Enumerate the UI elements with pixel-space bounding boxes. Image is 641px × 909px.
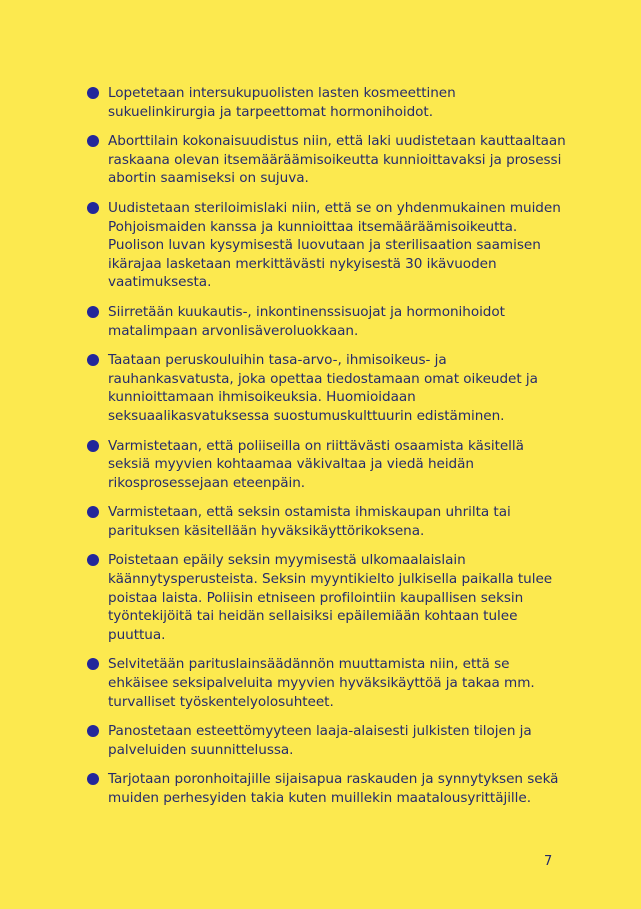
list-item-text: Tarjotaan poronhoitajille sijaisapua raskauden ja synnytyksen sekä muiden perhesyiden takia kuten muillekin maatalousyrittäjille.: [108, 771, 559, 806]
bullet-dot-icon: [87, 725, 99, 737]
list-item-text: Taataan peruskouluihin tasa-arvo-, ihmisoikeus- ja rauhankasvatusta, joka opettaa tiedostamaan omat oikeudet ja kunnioittamaan ihmisoikeuksia. Huomioidaan seksuaalikasvatuksessa suostumuskulttuurin edistäminen.: [108, 352, 538, 424]
list-item: [87, 132, 567, 188]
list-item-text: Selvitetään parituslainsäädännön muuttamista niin, että se ehkäisee seksipalveluita myyvien hyväksikäyttöä ja takaa mm. turvalliset työskentelyolosuhteet.: [108, 656, 535, 710]
list-item: [87, 551, 567, 644]
bullet-dot-icon: [87, 135, 99, 147]
list-item: [87, 84, 567, 121]
bullet-dot-icon: [87, 506, 99, 518]
bullet-dot-icon: [87, 306, 99, 318]
bullet-dot-icon: [87, 658, 99, 670]
list-item: [87, 722, 567, 759]
bullet-dot-icon: [87, 773, 99, 785]
policy-bullet-list: [87, 84, 567, 819]
list-item-text: Aborttilain kokonaisuudistus niin, että laki uudistetaan kauttaaltaan raskaana olevan itsemääräämisoikeutta kunnioittavaksi ja prosessi abortin saamiseksi on sujuva.: [108, 133, 566, 187]
page-number: 7: [544, 854, 553, 869]
bullet-dot-icon: [87, 554, 99, 566]
list-item-text: Poistetaan epäily seksin myymisestä ulkomaalaislain käännytysperusteista. Seksin myyntikielto julkisella paikalla tulee poistaa laista. Poliisin etniseen profilointiin kaupallisen seksin työntekijöitä tai heidän sellaisiksi epäilemiään kohtaan tulee puuttua.: [108, 552, 553, 643]
list-item: [87, 351, 567, 425]
bullet-dot-icon: [87, 202, 99, 214]
list-item: [87, 437, 567, 493]
list-item: [87, 770, 567, 807]
list-item: [87, 655, 567, 711]
list-item: [87, 503, 567, 540]
list-item-text: Uudistetaan steriloimislaki niin, että se on yhdenmukainen muiden Pohjoismaiden kanssa ja kunnioittaa itsemääräämisoikeutta. Puolison luvan kysymisestä luovutaan ja sterilisaation saamisen ikärajaa lasketaan merkittävästi nykyisestä 30 ikävuoden vaatimuksesta.: [108, 199, 561, 291]
list-item-text: Lopetetaan intersukupuolisten lasten kosmeettinen sukuelinkirurgia ja tarpeettomat hormonihoidot.: [108, 85, 456, 120]
list-item-text: Varmistetaan, että poliiseilla on riittävästi osaamista käsitellä seksiä myyvien kohtaamaa väkivaltaa ja viedä heidän rikosprosessejaan eteenpäin.: [108, 437, 524, 491]
bullet-dot-icon: [87, 87, 99, 99]
list-item-text: Siirretään kuukautis-, inkontinenssisuojat ja hormonihoidot matalimpaan arvonlisäveroluokkaan.: [108, 303, 505, 339]
bullet-dot-icon: [87, 440, 99, 452]
list-item-text: Varmistetaan, että seksin ostamista ihmiskaupan uhrilta tai parituksen käsitellään hyväksikäyttörikoksena.: [108, 504, 511, 539]
bullet-dot-icon: [87, 354, 99, 366]
list-item-text: Panostetaan esteettömyyteen laaja-alaisesti julkisten tilojen ja palveluiden suunnittelussa.: [108, 723, 532, 758]
list-item: [87, 199, 567, 292]
list-item: [87, 303, 567, 340]
